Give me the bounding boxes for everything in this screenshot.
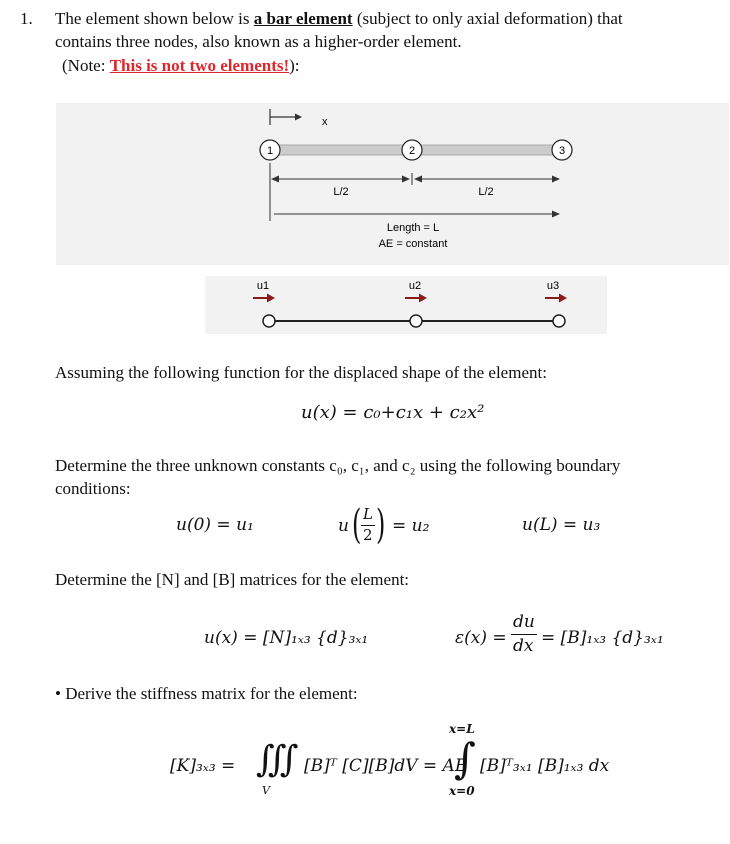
dof-1	[253, 280, 275, 303]
stiffness-middle: [B]ᵀ [C][B]dV = AE	[304, 756, 468, 776]
determine-matrices-text: Determine the [N] and [B] matrices for the element:	[55, 570, 410, 589]
boundary-condition-3: u(L) = u₃	[522, 515, 601, 535]
strain-fraction-bar	[511, 634, 537, 635]
node-3	[552, 140, 572, 160]
half-label-left: L/2	[333, 186, 349, 198]
dof-3-arrowhead	[559, 294, 567, 303]
dof-node-2	[410, 315, 422, 327]
dof-figure	[205, 276, 607, 334]
integral-sign: ∫	[454, 734, 476, 783]
question-number: 1.	[20, 9, 33, 28]
shape-function-equation: u(x) = [N]₁ₓ₃ {d}₃ₓ₁	[204, 628, 369, 648]
question-line-2: contains three nodes, also known as a higher-order element.	[55, 32, 462, 51]
node-1-label: 1	[266, 145, 274, 157]
bc2-denominator: 2	[363, 526, 373, 544]
dof-2-arrowhead	[419, 294, 427, 303]
line1-post: (subject to only axial deformation) that	[352, 9, 623, 28]
derive-bullet-item	[55, 683, 358, 705]
ae-label: AE = constant	[378, 238, 448, 250]
triple-integral-sign: ∭	[256, 739, 299, 780]
note-pre: (Note:	[62, 56, 110, 75]
half-label-right: L/2	[478, 186, 494, 198]
integral-lower-limit: x=0	[449, 784, 475, 798]
bar-element-figure	[56, 103, 729, 265]
axis-arrowhead	[295, 114, 302, 121]
dof-node-3	[553, 315, 565, 327]
axis-label: x	[322, 116, 328, 128]
bc2-left-paren: (	[352, 502, 362, 548]
node-2-label: 2	[408, 145, 416, 157]
determine-constants-line-1: Determine the three unknown constants c₀, c₁, and c₂ using the following boundary	[55, 456, 621, 475]
dim-left-arrow-start	[271, 176, 279, 183]
strain-du: du	[513, 612, 535, 632]
volume-subscript: V	[262, 784, 270, 797]
strain-equation	[455, 610, 725, 658]
assume-text: Assuming the following function for the displaced shape of the element:	[55, 363, 547, 382]
dof-1-arrowhead	[267, 294, 275, 303]
node-2	[402, 140, 422, 160]
dof-3	[545, 280, 567, 303]
bar-element-emphasis: a bar element	[253, 9, 353, 28]
strain-dx: dx	[513, 636, 534, 656]
dof-3-label: u3	[546, 280, 560, 292]
length-label: Length = L	[386, 222, 440, 234]
boundary-condition-1: u(0) = u₁	[176, 515, 254, 535]
dof-node-1	[263, 315, 275, 327]
determine-constants-line-2: conditions:	[55, 479, 131, 498]
dof-2	[405, 280, 427, 303]
note-line	[62, 55, 300, 77]
bc2-function: u	[338, 516, 349, 536]
line1-pre: The element shown below is	[55, 9, 254, 28]
dim-left-arrow-end	[402, 176, 410, 183]
node-1	[260, 140, 280, 160]
displacement-function: u(x) = c₀+c₁x + c₂x²	[301, 402, 485, 423]
dim-right-arrow-start	[414, 176, 422, 183]
dof-2-label: u2	[408, 280, 422, 292]
dof-diagram	[205, 276, 607, 334]
stiffness-equation	[170, 722, 650, 802]
stiffness-integrand: [B]ᵀ₃ₓ₁ [B]₁ₓ₃ dx	[480, 756, 610, 776]
note-post: ):	[289, 56, 300, 75]
derive-text: Derive the stiffness matrix for the element:	[65, 684, 358, 703]
stiffness-lhs: [K]₃ₓ₃ =	[170, 756, 236, 776]
bc2-rhs: = u₂	[392, 516, 430, 536]
dim-full-arrow-end	[552, 211, 560, 218]
bullet-dot: •	[55, 684, 61, 703]
strain-lhs: ε(x) =	[455, 628, 507, 648]
dof-1-label: u1	[256, 280, 270, 292]
note-warning: This is not two elements!	[109, 56, 290, 75]
bar-element-diagram	[56, 103, 729, 265]
strain-rhs: = [B]₁ₓ₃ {d}₃ₓ₁	[541, 628, 664, 648]
integral-upper-limit: x=L	[449, 722, 475, 736]
question-line-1	[55, 8, 623, 30]
bc2-right-paren: )	[376, 502, 386, 548]
bc2-numerator: L	[363, 505, 373, 523]
node-3-label: 3	[558, 145, 566, 157]
dim-right-arrow-end	[552, 176, 560, 183]
